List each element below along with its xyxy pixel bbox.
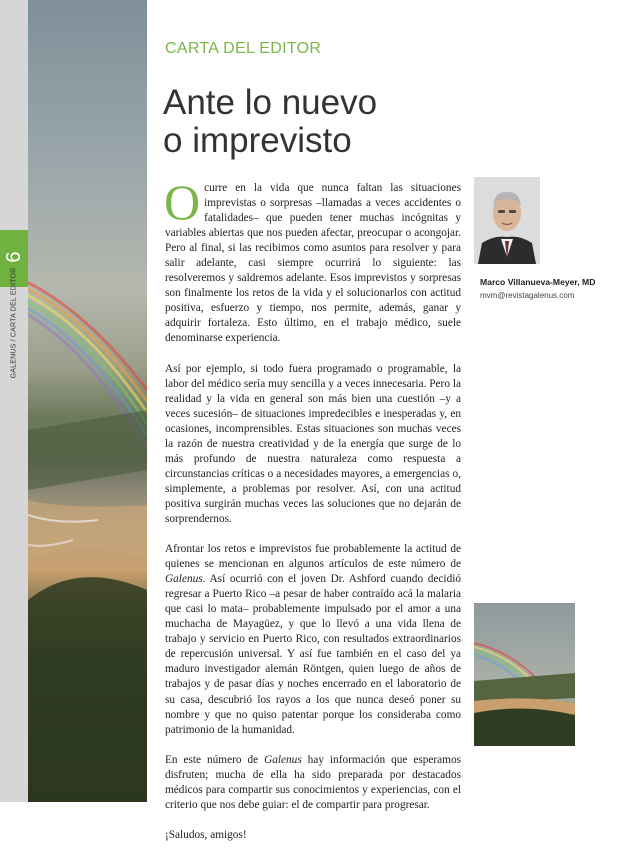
author-email[interactable]: mvm@revistagalenus.com	[480, 291, 575, 300]
sidebar-column	[0, 0, 28, 802]
magazine-name: Galenus	[165, 573, 203, 586]
running-head	[4, 258, 24, 388]
paragraph-1-text: curre en la vida que nunca faltan las situaciones imprevistas o sorpresas –llamadas a veces accidentes o fatalidades– que pueden tener muchas incógnitas y variables abiertas que nos pueden afectar, preocupar o acongojar. Pero al final, si las recibimos como asuntos para resolver y para salir adelante, casi siempre ocurrirá lo siguiente: las resolveremos y saldremos adelante. Esos imprevistos y sorpresas son finalmente los retos de la vida y el solucionarlos con actitud positiva, esfuerzo y tiempo, nos permite, además, ganar y adquirir fortaleza. Esto último, en el trabajo médico, suele denominarse experiencia.	[165, 182, 461, 345]
rainbow-landscape-photo	[474, 603, 575, 746]
paragraph-1	[164, 174, 461, 347]
coastline-rainbow-photo	[28, 0, 147, 802]
paragraph-3-text-a: Afrontar los retos e imprevistos fue probablemente la actitud de quienes se mencionan en algunos artículos de este número de	[165, 543, 461, 571]
article-body	[164, 174, 461, 858]
paragraph-4-text-a: En este número de	[165, 753, 265, 766]
author-portrait	[474, 177, 540, 264]
section-label: CARTA DEL EDITOR	[165, 40, 322, 57]
article-title	[163, 84, 463, 160]
page-number: 6	[3, 251, 25, 263]
paragraph-3-text-b: . Así ocurrió con el joven Dr. Ashford cuando decidió regresar a Puerto Rico –a pesar de haber contraído acá la malaria que casi lo mata– probablemente impulsado por el amor a una muchacha de Mayagüez, y que lo llevó a una vida llena de trabajo y servicio en Puerto Rico, con resultados extraordinarios de repercusión universal. Y así fue también en el caso del ya maduro investigador alemán Röntgen, quien luego de años de trabajos y de pasar días y noches encerrado en el laboratorio de su casa, descubrió los rayos a los que nunca deseó poner su nombre y que no quiso patentar porque los consideraba como patrimonio de la humanidad.	[165, 573, 461, 736]
running-head-text: GALENUS / CARTA DEL EDITOR	[10, 267, 18, 379]
paragraph-4	[165, 753, 461, 813]
paragraph-3	[165, 542, 461, 738]
paragraph-2: Así por ejemplo, si todo fuera programado o programable, la labor del médico sería muy sencilla y a veces innecesaria. Pero la realidad y la vida en general son más bien una cuestión –y a veces sucesión– de situaciones impredecibles e inesperadas y, en ocasiones, incomprensibles. Estas situaciones son muchas veces la razón de nuestra creatividad y de la energía que surge de lo más profundo de nuestra naturaleza como respuesta a circunstancias críticas o a necesidades mayores, a emergencias o, simplemente, a problemas por resolver. Así, con una actitud positiva surgirán muchas veces las soluciones que no dejarán de sorprendernos.	[165, 362, 461, 525]
closing-line: ¡Saludos, amigos!	[165, 828, 247, 841]
author-name: Marco Villanueva-Meyer, MD	[480, 277, 596, 287]
drop-cap: O	[164, 174, 201, 230]
title-line-1: Ante lo nuevo	[163, 83, 378, 122]
rainbow-graphic	[28, 0, 147, 802]
paragraph-4-text-b: hay información que esperamos disfruten; mucha de ella ha sido preparada por destacados médicos para compartir sus conocimientos y experiencias, con el criterio que nos debe guiar: el de compartir para progresar.	[165, 753, 461, 811]
magazine-name: Galenus	[264, 753, 302, 766]
title-line-2: o imprevisto	[163, 121, 352, 160]
